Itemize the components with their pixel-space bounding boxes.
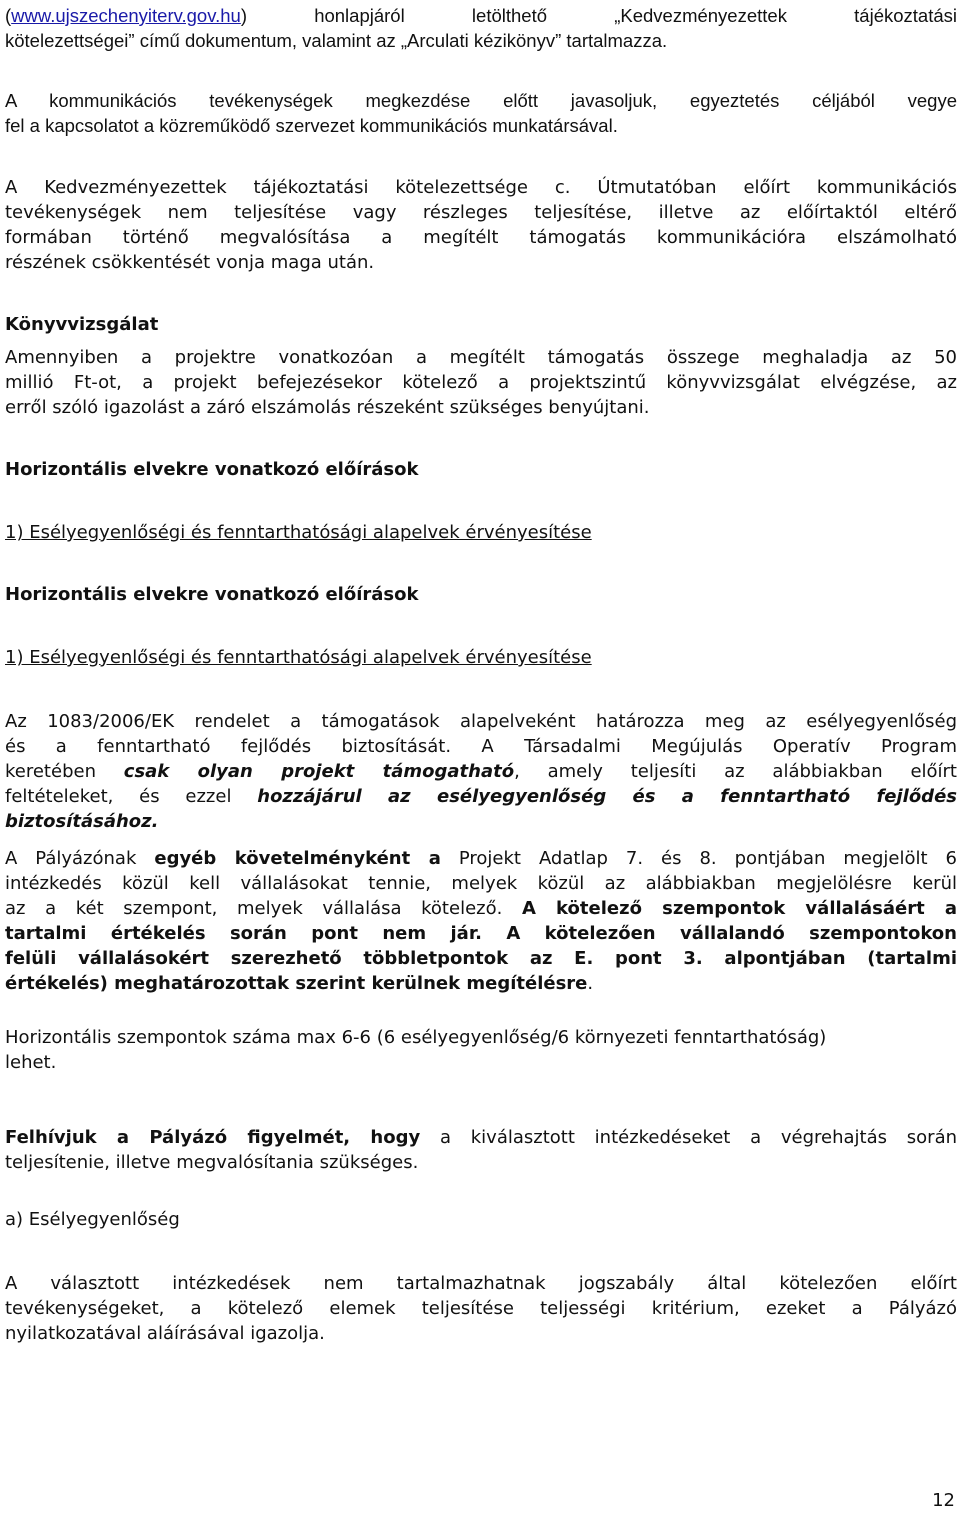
- regulation-line-4: [5, 785, 957, 810]
- applicant-line-6: [5, 972, 957, 997]
- horizontal-subheading-1: 1) Esélyegyenlőségi és fenntarthatósági alapelvek érvényesítése: [5, 522, 592, 543]
- obligation-line-2: tevékenységek nem teljesítése vagy részleges teljesítése, illetve az előírtaktól eltérő: [5, 202, 957, 223]
- applicant-line-3: [5, 897, 957, 922]
- intro-line-1-text: ) honlapjáról letölthető „Kedvezményezettek tájékoztatási: [240, 5, 957, 26]
- horizontal-subheading-2: 1) Esélyegyenlőségi és fenntarthatósági alapelvek érvényesítése: [5, 647, 592, 668]
- horizontal-heading-1: Horizontális elvekre vonatkozó előírások: [5, 459, 419, 480]
- regulation-line-3-a: keretében: [5, 761, 124, 782]
- notice-line-1-c: a kiválasztott intézkedéseket a végrehajtás során: [420, 1127, 957, 1148]
- open-paren: (: [5, 5, 12, 26]
- page-number: 12: [932, 1490, 955, 1511]
- regulation-line-1: Az 1083/2006/EK rendelet a támogatások alapelveként határozza meg az esélyegyenlőség: [5, 711, 957, 732]
- applicant-line-1: [5, 847, 957, 872]
- criteria-count-line-2: lehet.: [5, 1052, 57, 1073]
- intro-line-2: kötelezettségei” című dokumentum, valamint az „Arculati kézikönyv” tartalmazza.: [5, 30, 668, 51]
- applicant-line-3-a: az a két szempont, melyek vállalása kötelező.: [5, 898, 522, 919]
- horizontal-heading-2: Horizontális elvekre vonatkozó előírások: [5, 584, 419, 605]
- regulation-line-3-c: , amely teljesíti az alábbiakban előírt: [514, 761, 957, 782]
- regulation-emphasis-1: csak olyan projekt támogatható: [123, 761, 515, 782]
- obligation-line-3: formában történő megvalósítása a megítélt támogatás kommunikációra elszámolható: [5, 227, 957, 248]
- regulation-line-4-a: feltételeket, és ezzel: [5, 786, 258, 807]
- applicant-line-1-c: Projekt Adatlap 7. és 8. pontjában megjelölt 6: [440, 848, 957, 869]
- audit-line-1: Amennyiben a projektre vonatkozóan a megítélt támogatás összege meghaladja az 50: [5, 347, 957, 368]
- applicant-line-5: felüli vállalásokért szerezhető többletpontok az E. pont 3. alpontjában (tartalmi: [5, 948, 957, 969]
- applicant-line-4: tartalmi értékelés során pont nem jár. A kötelezően vállalandó szempontokon: [5, 923, 957, 944]
- notice-emphasis: Felhívjuk a Pályázó figyelmét, hogy: [5, 1127, 421, 1148]
- regulation-emphasis-2: hozzájárul az esélyegyenlőség és a fenntartható fejlődés: [257, 786, 957, 807]
- audit-line-3: erről szóló igazolást a záró elszámolás részeként szükséges benyújtani.: [5, 397, 650, 418]
- applicant-emphasis-2: A kötelező szempontok vállalásáért a: [521, 898, 957, 919]
- website-link[interactable]: www.ujszechenyiterv.gov.hu: [11, 5, 241, 26]
- equal-opportunity-line-1: A választott intézkedések nem tartalmazhatnak jogszabály által kötelezően előírt: [5, 1273, 957, 1294]
- notice-line-1: [5, 1126, 957, 1151]
- criteria-count-line-1: Horizontális szempontok száma max 6-6 (6 esélyegyenlőség/6 környezeti fenntarthatóság): [5, 1027, 827, 1048]
- regulation-line-2: és a fenntartható fejlődés biztosítását. A Társadalmi Megújulás Operatív Program: [5, 736, 957, 757]
- applicant-line-1-a: A Pályázónak: [5, 848, 155, 869]
- contact-line-2: fel a kapcsolatot a közreműködő szervezet kommunikációs munkatársával.: [5, 115, 618, 136]
- audit-line-2: millió Ft-ot, a projekt befejezésekor kötelező a projektszintű könyvvizsgálat elvégzése, az: [5, 372, 957, 393]
- regulation-emphasis-3: biztosításához.: [5, 811, 159, 832]
- applicant-line-2: intézkedés közül kell vállalásokat tennie, melyek közül az alábbiakban megjelölésre kerül: [5, 873, 957, 894]
- audit-heading: Könyvvizsgálat: [5, 314, 159, 335]
- applicant-line-6-c: .: [587, 973, 594, 994]
- equal-opportunity-line-3: nyilatkozatával aláírásával igazolja.: [5, 1323, 325, 1344]
- equal-opportunity-line-2: tevékenységeket, a kötelező elemek teljesítése teljességi kritérium, ezeket a Pályázó: [5, 1298, 957, 1319]
- contact-line-1: A kommunikációs tevékenységek megkezdése előtt javasoljuk, egyeztetés céljából vegye: [5, 90, 957, 111]
- regulation-line-5: [5, 810, 957, 835]
- applicant-emphasis-1: egyéb követelményként a: [154, 848, 441, 869]
- equal-opportunity-label: a) Esélyegyenlőség: [5, 1209, 180, 1230]
- intro-line-1: [5, 4, 957, 29]
- regulation-line-3: [5, 760, 957, 785]
- notice-line-2: teljesítenie, illetve megvalósítania szükséges.: [5, 1152, 419, 1173]
- applicant-emphasis-3: értékelés) meghatározottak szerint kerülnek megítélésre: [5, 973, 588, 994]
- obligation-line-1: A Kedvezményezettek tájékoztatási kötelezettsége c. Útmutatóban előírt kommunikációs: [5, 177, 957, 198]
- obligation-line-4: részének csökkentését vonja maga után.: [5, 252, 375, 273]
